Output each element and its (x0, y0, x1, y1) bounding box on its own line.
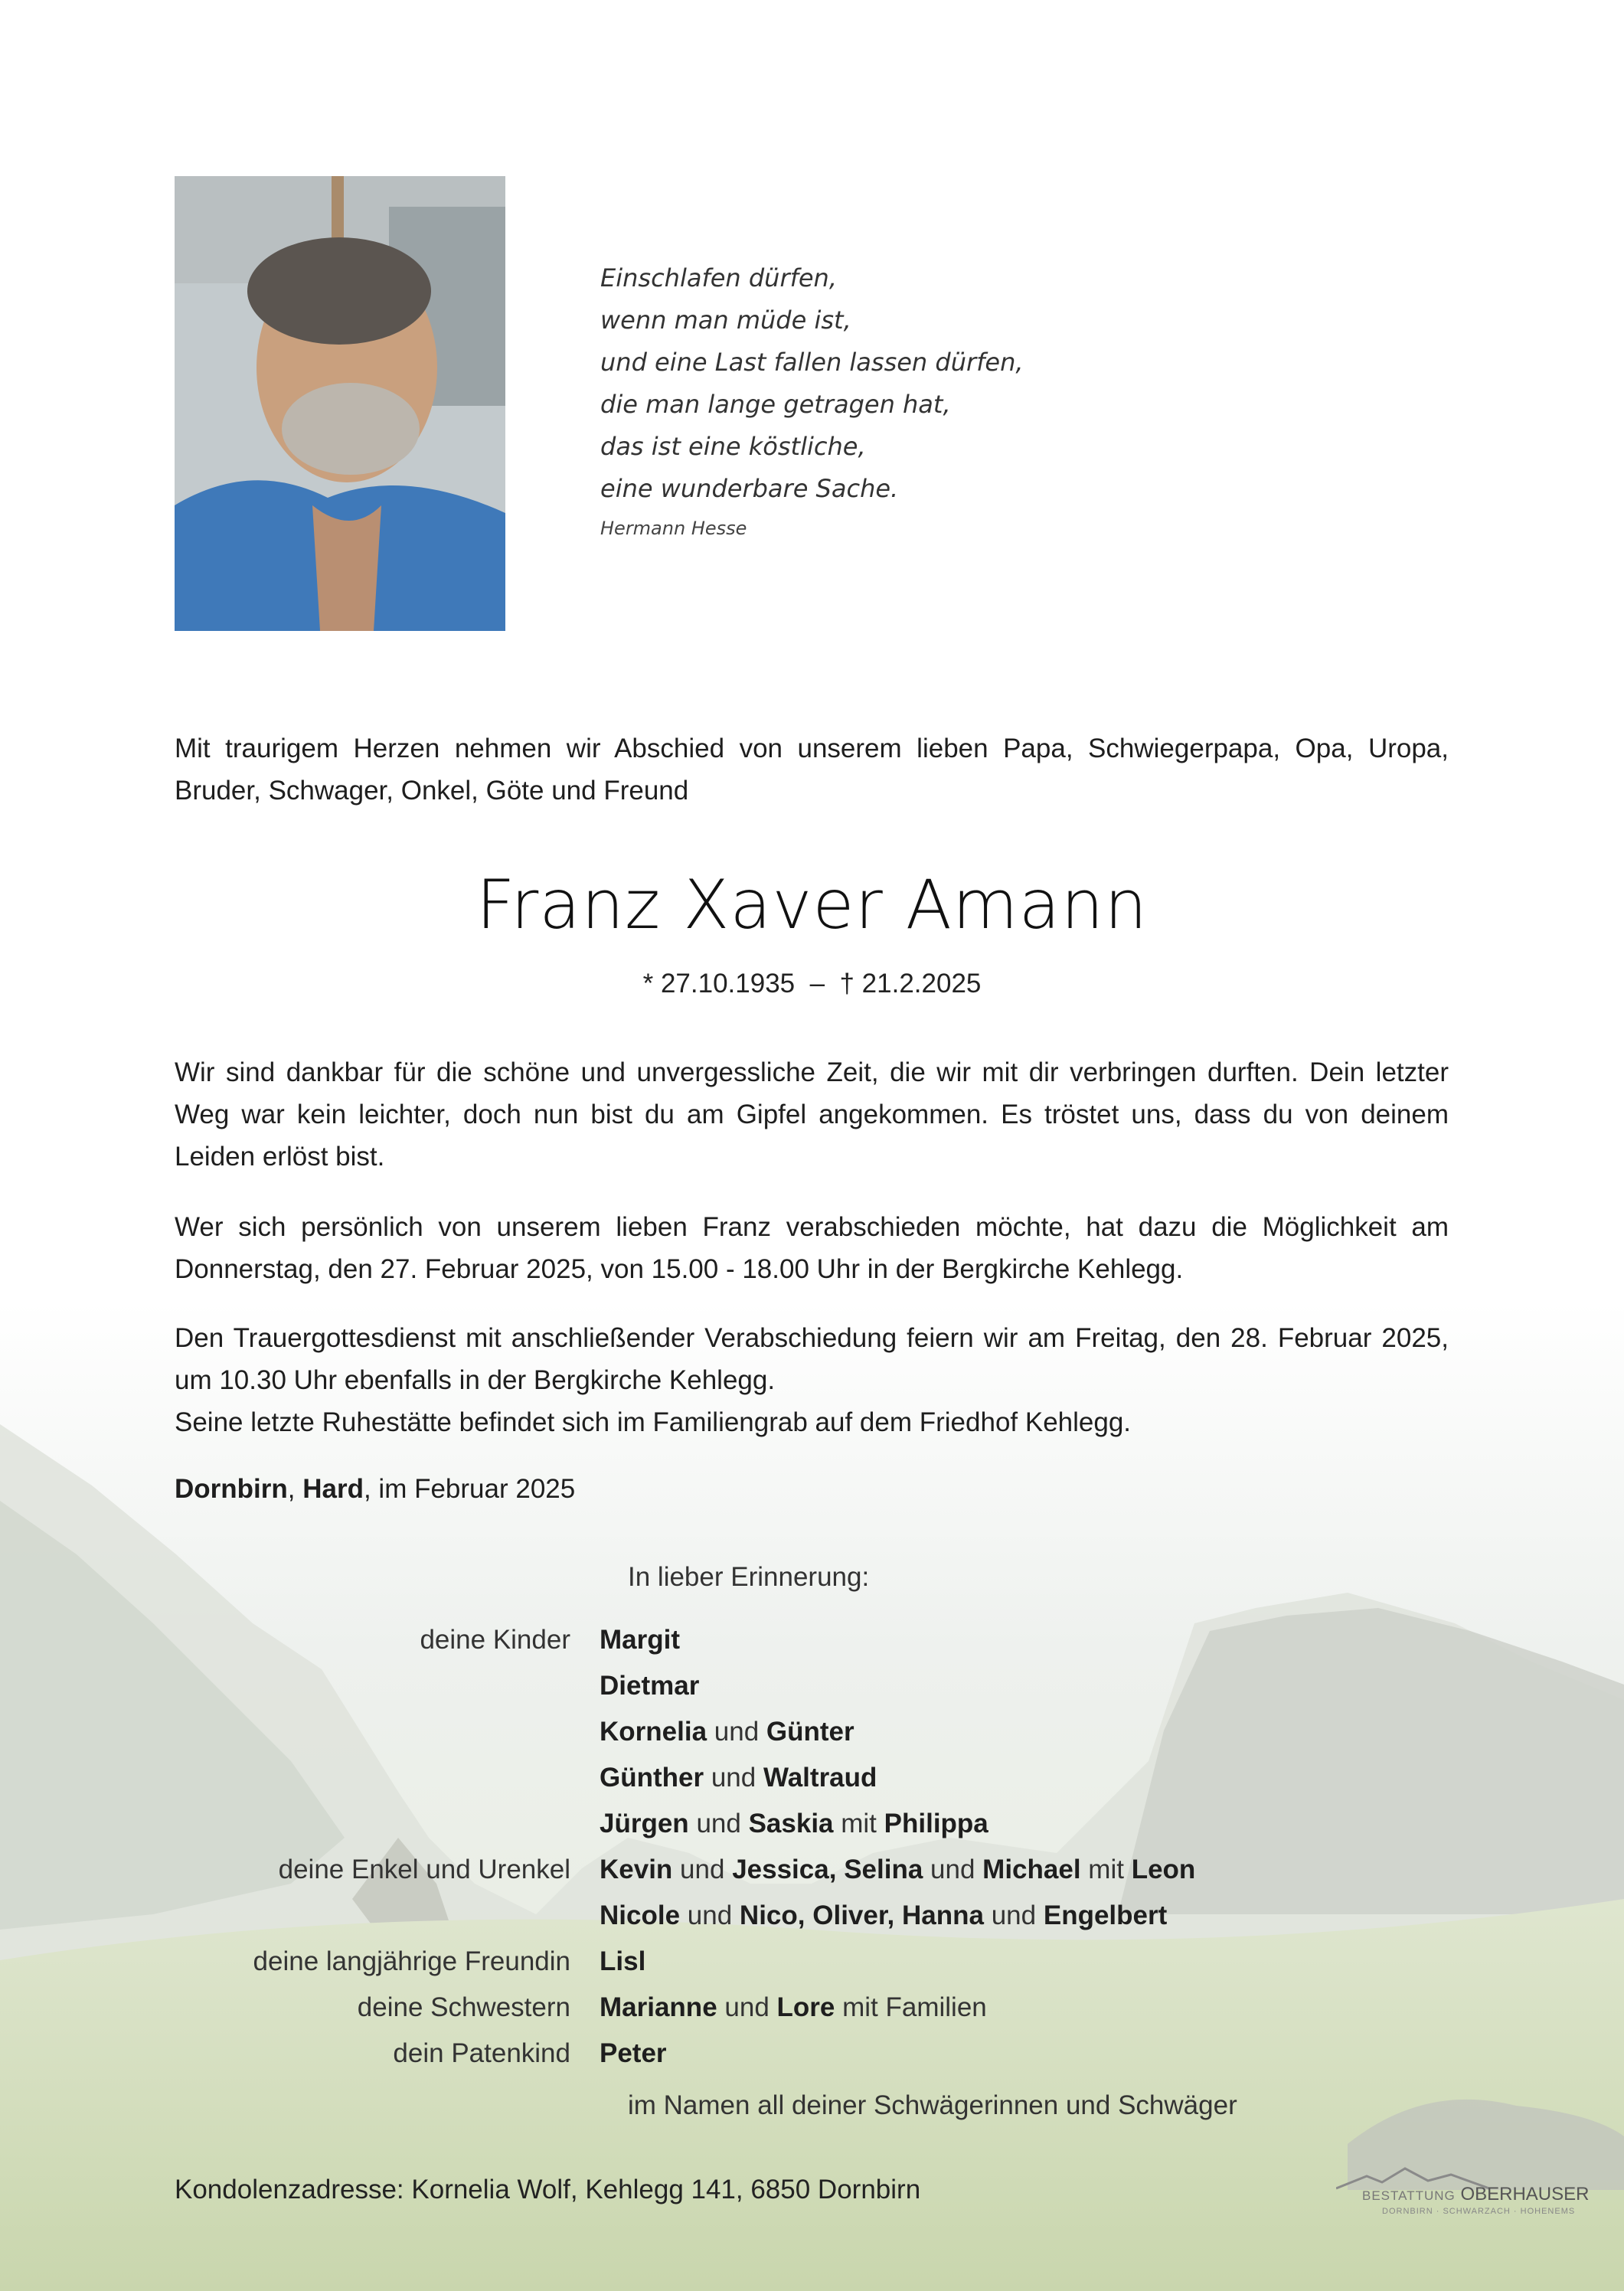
conjunction: und (696, 1809, 741, 1838)
family-name: Nicole (600, 1900, 681, 1930)
family-name: Kevin (600, 1855, 673, 1884)
family-name: Marianne (600, 1992, 717, 2022)
portrait-photo (175, 176, 505, 631)
family-row (175, 1617, 1476, 1663)
conjunction: und (680, 1855, 725, 1884)
poem-line: das ist eine köstliche, (600, 432, 866, 461)
paragraph-farewell (175, 1206, 1449, 1290)
family-row (175, 1985, 1476, 2031)
paragraph-line: Wer sich persönlich von unserem lieben Franz verabschieden möchte, hat dazu die Möglichkeit am (175, 1212, 1449, 1242)
conjunction: und (724, 1992, 770, 2022)
family-row (175, 2031, 1476, 2077)
deceased-name: Franz Xaver Amann (475, 865, 1149, 944)
logo-prefix: BESTATTUNG (1362, 2188, 1456, 2203)
family-row (175, 1663, 1476, 1709)
poem-line: und eine Last fallen lassen dürfen, (600, 348, 1024, 377)
family-name: Jürgen (600, 1809, 689, 1838)
family-row (175, 1709, 1476, 1755)
paragraph-line: Leiden erlöst bist. (175, 1142, 385, 1172)
family-row (175, 1847, 1476, 1893)
life-dates: * 27.10.1935 – † 21.2.2025 (642, 969, 982, 998)
conjunction: mit (841, 1809, 877, 1838)
comma: , (887, 1900, 895, 1930)
family-name: Nico (739, 1900, 798, 1930)
comma: , (797, 1900, 805, 1930)
poem-line: die man lange getragen hat, (600, 390, 951, 419)
poem-line: wenn man müde ist, (600, 306, 851, 335)
intro-text (175, 727, 1449, 812)
family-name: Margit (600, 1625, 680, 1655)
logo-text (1362, 2184, 1589, 2205)
place-month: , im Februar 2025 (363, 1474, 576, 1504)
family-row (175, 1893, 1476, 1939)
family-name: Günter (766, 1717, 854, 1747)
family-row (175, 1755, 1476, 1801)
family-name: Kornelia (600, 1717, 707, 1747)
family-name: Günther (600, 1763, 704, 1793)
family-name: Hanna (902, 1900, 984, 1930)
intro-line: Bruder, Schwager, Onkel, Göte und Freund (175, 776, 689, 806)
family-closing: im Namen all deiner Schwägerinnen und Schwäger (628, 2090, 1237, 2120)
paragraph-line: Donnerstag, den 27. Februar 2025, von 15.00 - 18.00 Uhr in der Bergkirche Kehlegg. (175, 1254, 1184, 1284)
place-separator: , (287, 1474, 296, 1504)
conjunction: mit Familien (842, 1992, 987, 2022)
family-name: Lore (776, 1992, 835, 2022)
family-name: Peter (600, 2038, 667, 2068)
conjunction: und (714, 1717, 760, 1747)
paragraph-line: Wir sind dankbar für die schöne und unvergessliche Zeit, die wir mit dir verbringen durften. Dein letzter (175, 1057, 1449, 1087)
family-name: Saskia (748, 1809, 834, 1838)
family-name: Dietmar (600, 1671, 700, 1701)
logo-locations: DORNBIRN · SCHWARZACH · HOHENEMS (1382, 2207, 1576, 2216)
poem-line: Einschlafen dürfen, (600, 263, 837, 293)
family-row (175, 1939, 1476, 1985)
family-label: dein Patenkind (393, 2038, 570, 2068)
family-label: deine langjährige Freundin (253, 1946, 570, 1976)
funeral-home-logo (1336, 2167, 1589, 2221)
family-intro: In lieber Erinnerung: (628, 1562, 870, 1592)
place-town: Hard (302, 1474, 364, 1504)
condolence-address: Kondolenzadresse: Kornelia Wolf, Kehlegg 141, 6850 Dornbirn (175, 2175, 921, 2204)
paragraph-line: Den Trauergottesdienst mit anschließender Verabschiedung feiern wir am Freitag, den 28. Februar 2025, (175, 1323, 1449, 1353)
portrait-illustration (175, 176, 505, 631)
logo-name: OBERHAUSER (1460, 2184, 1590, 2204)
family-name: Jessica (732, 1855, 829, 1884)
family-label: deine Enkel und Urenkel (278, 1855, 570, 1884)
family-name: Engelbert (1043, 1900, 1168, 1930)
conjunction: und (687, 1900, 733, 1930)
conjunction: und (991, 1900, 1037, 1930)
place-town: Dornbirn (175, 1474, 288, 1504)
poem-line: eine wunderbare Sache. (600, 474, 899, 503)
paragraph-gratitude (175, 1051, 1449, 1178)
family-label: deine Schwestern (357, 1992, 570, 2022)
comma: , (828, 1855, 837, 1884)
paragraph-service (175, 1317, 1449, 1443)
paragraph-line: Weg war kein leichter, doch nun bist du am Gipfel angekommen. Es tröstet uns, dass du von deinem (175, 1100, 1449, 1129)
family-row (175, 1801, 1476, 1847)
family-name: Waltraud (763, 1763, 877, 1793)
family-label: deine Kinder (420, 1625, 570, 1655)
conjunction: und (711, 1763, 756, 1793)
family-name: Michael (982, 1855, 1081, 1884)
poem-author: Hermann Hesse (600, 518, 747, 539)
paragraph-line: Seine letzte Ruhestätte befindet sich im Familiengrab auf dem Friedhof Kehlegg. (175, 1407, 1132, 1437)
family-name: Philippa (884, 1809, 988, 1838)
family-list (175, 1617, 1476, 2077)
conjunction: mit (1088, 1855, 1124, 1884)
family-name: Lisl (600, 1946, 646, 1976)
intro-line: Mit traurigem Herzen nehmen wir Abschied von unserem lieben Papa, Schwiegerpapa, Opa, Uropa, (175, 734, 1449, 763)
family-name: Oliver (812, 1900, 887, 1930)
poem (600, 257, 1136, 539)
paragraph-line: um 10.30 Uhr ebenfalls in der Bergkirche Kehlegg. (175, 1365, 776, 1395)
place-date (175, 1474, 575, 1505)
conjunction: und (930, 1855, 975, 1884)
family-name: Leon (1131, 1855, 1196, 1884)
family-name: Selina (844, 1855, 923, 1884)
